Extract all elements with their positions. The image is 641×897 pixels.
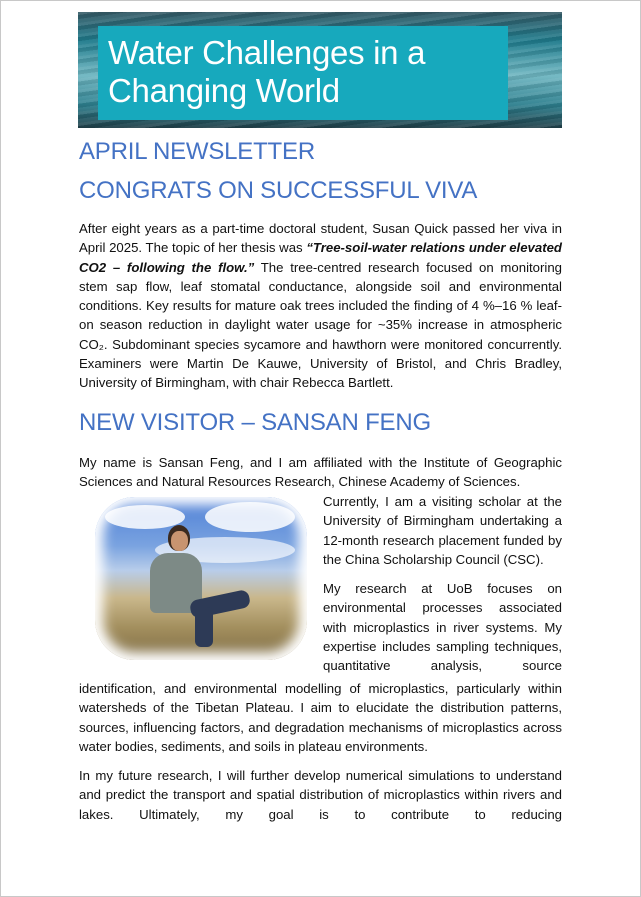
title-line-2: Changing World [108,72,340,109]
viva-paragraph [79,219,562,393]
newsletter-title [108,34,425,110]
photo-cloud [205,502,295,532]
viva-text-before: After eight years as a part-time doctoral student, Susan Quick passed her viva in April 2025. The topic of her thesis was [79,221,562,256]
photo-person-leg [195,607,213,647]
viva-text-after: The tree-centred research focused on monitoring stem sap flow, leaf stomatal conductance, alongside soil and environmental conditions. Key results for mature oak trees included the finding of 4 %–16 % leaf-on season reduction in daylight water usage for ~35% increase in atmospheric CO₂. Subdominant species sycamore and hawthorn were monitored concurrently. Examiners were Martin De Kauwe, University of Bristol, and Chris Bradley, University of Birmingham, with chair Rebecca Bartlett. [79,259,563,391]
thesis-title: “Tree-soil-water relations under elevated CO2 – following the flow.” [79,240,562,275]
visitor-research-paragraph-b: identification, and environmental modelling of microplastics, particularly within watersheds of the Tibetan Plateau. I aim to elucidate the distribution patterns, sources, influencing factors, and degradation mechanisms of microplastics across water bodies, sediments, and soils in plateau environments. [79,681,562,754]
heading-april-newsletter: APRIL NEWSLETTER [79,138,315,165]
heading-new-visitor: NEW VISITOR – SANSAN FENG [79,409,431,436]
header-banner [78,12,562,128]
visitor-research-paragraph-a: My research at UoB focuses on environmental processes associated with microplastics in river systems. My expertise includes sampling techniques, quantitative analysis, source [323,581,562,674]
banner-title-box [98,26,508,120]
title-line-1: Water Challenges in a [108,34,426,71]
heading-viva: CONGRATS ON SUCCESSFUL VIVA [79,177,478,204]
visitor-intro-paragraph: My name is Sansan Feng, and I am affiliated with the Institute of Geographic Sciences and Natural Resources Research, Chinese Academy of Sciences. [79,455,562,490]
visitor-scholar-paragraph: Currently, I am a visiting scholar at the University of Birmingham undertaking a 12-month research placement funded by the China Scholarship Council (CSC). [323,494,562,567]
photo-person-face [171,531,188,551]
photo-cloud [105,505,185,529]
visitor-photo [95,497,307,660]
visitor-future-paragraph: In my future research, I will further develop numerical simulations to understand and predict the transport and spatial distribution of microplastics within rivers and lakes. Ultimately, my goal is to contribute to reducing [79,768,562,822]
